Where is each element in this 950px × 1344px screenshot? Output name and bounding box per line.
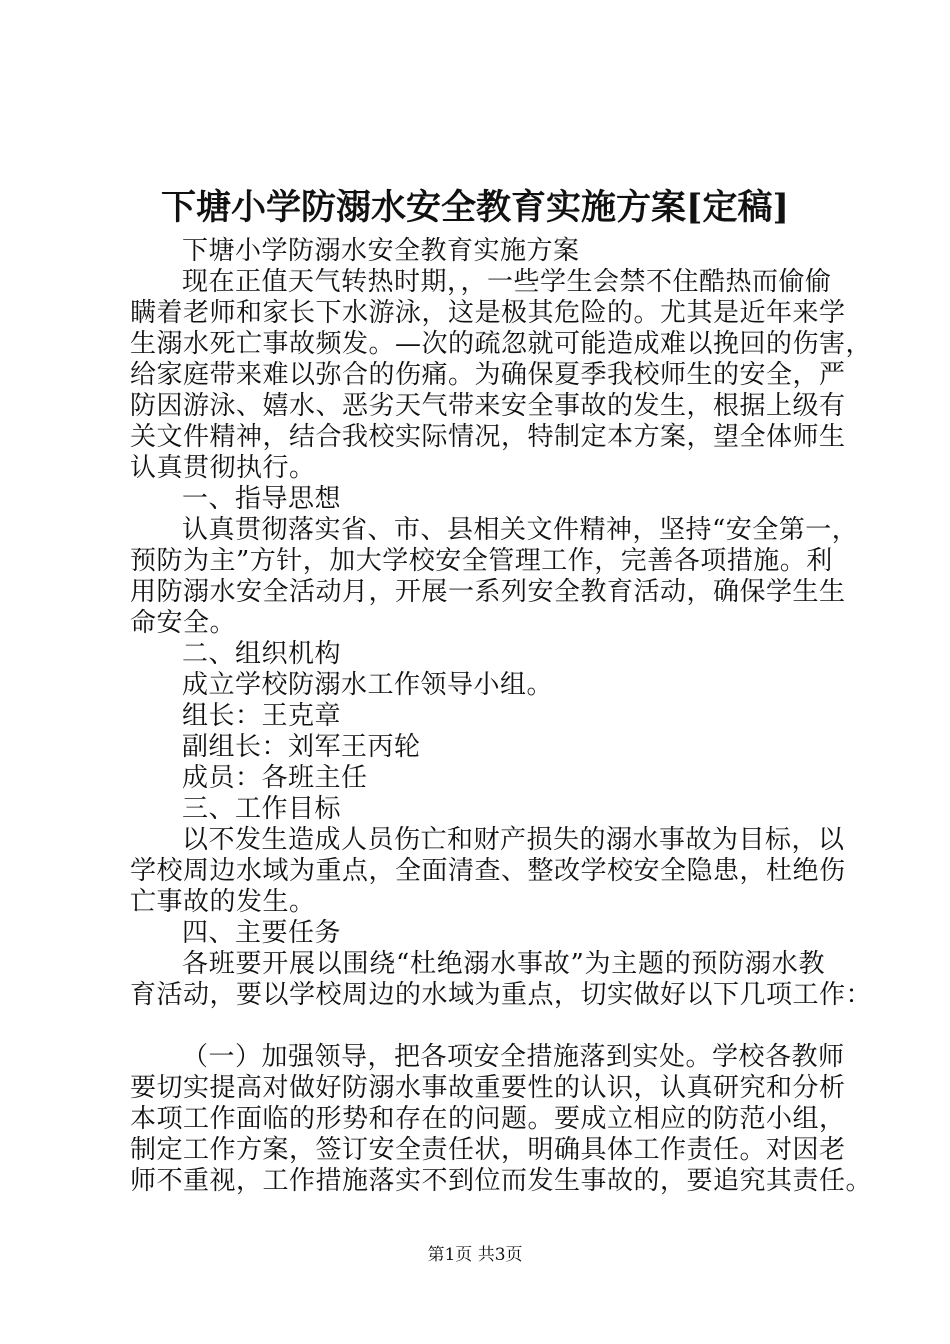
section-heading: 一、指导思想 xyxy=(182,484,342,514)
paragraph-line: 生溺水死亡事故频发。—次的疏忽就可能造成难以挽回的伤害， xyxy=(130,329,873,359)
paragraph-line: 师不重视，工作措施落实不到位而发生事故的，要追究其责任。 xyxy=(130,1166,873,1196)
paragraph-line: （一）加强领导，把各项安全措施落到实处。学校各教师 xyxy=(182,1042,845,1072)
section-heading: 三、工作目标 xyxy=(182,794,342,824)
subtitle-line: 下塘小学防溺水安全教育实施方案 xyxy=(182,236,580,266)
paragraph-line: 副组长：刘军王丙轮 xyxy=(182,732,421,762)
document-title: 下塘小学防溺水安全教育实施方案[定稿] xyxy=(160,187,790,228)
paragraph-line: 育活动，要以学校周边的水域为重点，切实做好以下几项工作： xyxy=(130,980,873,1010)
paragraph-line: 各班要开展以围绕“杜绝溺水事故”为主题的预防溺水教 xyxy=(182,949,825,979)
paragraph-line: 防因游泳、嬉水、恶劣天气带来安全事故的发生，根据上级有 xyxy=(130,391,846,421)
paragraph-line: 本项工作面临的形势和存在的问题。要成立相应的防范小组， xyxy=(130,1104,846,1134)
paragraph-gap xyxy=(130,1011,825,1042)
paragraph-line: 命安全。 xyxy=(130,608,237,638)
paragraph-line: 成立学校防溺水工作领导小组。 xyxy=(182,670,554,700)
paragraph-line: 认真贯彻执行。 xyxy=(130,453,316,483)
paragraph-line: 瞒着老师和家长下水游泳，这是极其危险的。尤其是近年来学 xyxy=(130,298,846,328)
paragraph-line: 认真贯彻落实省、市、县相关文件精神，坚持“安全第一， xyxy=(182,515,859,545)
document-body xyxy=(130,236,873,1197)
paragraph-line: 组长：王克章 xyxy=(182,701,342,731)
paragraph-line: 成员：各班主任 xyxy=(182,763,368,793)
paragraph-line: 以不发生造成人员伤亡和财产损失的溺水事故为目标，以 xyxy=(182,825,845,855)
paragraph-line: 关文件精神，结合我校实际情况，特制定本方案，望全体师生 xyxy=(130,422,846,452)
paragraph-line: 用防溺水安全活动月，开展一系列安全教育活动，确保学生生 xyxy=(130,577,846,607)
paragraph-line: 现在正值天气转热时期，，一些学生会禁不住酷热而偷偷 xyxy=(182,267,832,297)
paragraph-line: 学校周边水域为重点，全面清查、整改学校安全隐患，杜绝伤 xyxy=(130,856,846,886)
section-heading: 四、主要任务 xyxy=(182,918,342,948)
paragraph-line: 亡事故的发生。 xyxy=(130,887,316,917)
paragraph-line: 给家庭带来难以弥合的伤痛。为确保夏季我校师生的安全，严 xyxy=(130,360,846,390)
section-heading: 二、组织机构 xyxy=(182,639,342,669)
paragraph-line: 预防为主”方针，加大学校安全管理工作，完善各项措施。利 xyxy=(130,546,833,576)
paragraph-line: 制定工作方案，签订安全责任状，明确具体工作责任。对因老 xyxy=(130,1135,846,1165)
page-footer: 第1页 共3页 xyxy=(427,1245,523,1265)
paragraph-line: 要切实提高对做好防溺水事故重要性的认识，认真研究和分析 xyxy=(130,1073,846,1103)
